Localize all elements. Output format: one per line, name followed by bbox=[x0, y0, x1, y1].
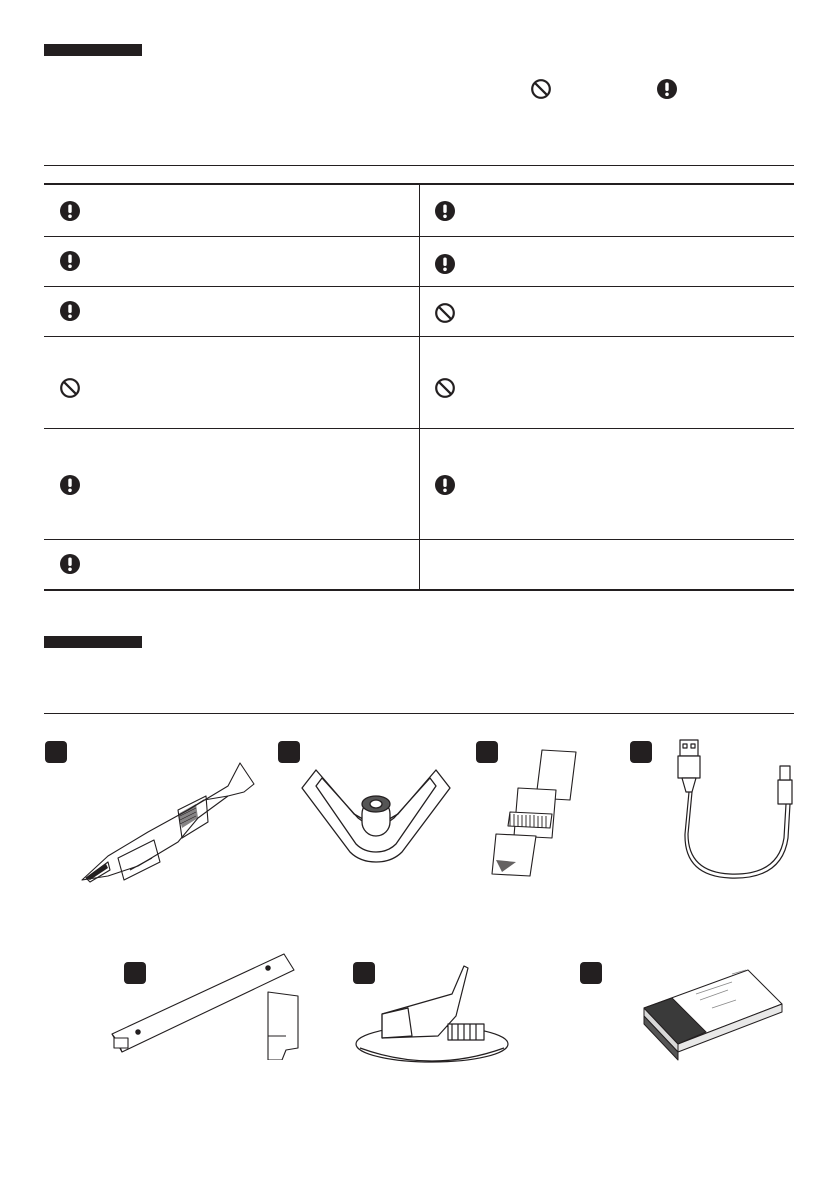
exclamation-icon bbox=[656, 78, 678, 100]
item-number-badge bbox=[580, 962, 602, 984]
section-heading-bar-contents bbox=[44, 636, 142, 648]
prohibition-icon bbox=[434, 377, 456, 399]
item-number-badge bbox=[278, 741, 300, 763]
section-heading-bar-safety bbox=[44, 44, 142, 56]
user-manual-icon bbox=[636, 968, 786, 1064]
usb-charging-cable-icon bbox=[670, 738, 802, 884]
handheld-vacuum-icon bbox=[78, 758, 256, 886]
exclamation-icon bbox=[434, 200, 456, 222]
extension-tube-icon bbox=[108, 952, 304, 1060]
item-number-badge bbox=[630, 741, 652, 763]
exclamation-icon bbox=[59, 250, 81, 272]
table-column-divider bbox=[419, 185, 420, 590]
prohibition-icon bbox=[530, 78, 552, 100]
exclamation-icon bbox=[434, 474, 456, 496]
prohibition-icon bbox=[59, 377, 81, 399]
exclamation-icon bbox=[59, 553, 81, 575]
exclamation-icon bbox=[59, 474, 81, 496]
item-number-badge bbox=[45, 741, 67, 763]
crevice-brush-tool-icon bbox=[490, 748, 582, 880]
exclamation-icon bbox=[59, 300, 81, 322]
exclamation-icon bbox=[59, 200, 81, 222]
charging-stand-icon bbox=[352, 964, 512, 1068]
exclamation-icon bbox=[434, 253, 456, 275]
prohibition-icon bbox=[434, 302, 456, 324]
table-top-rule bbox=[44, 165, 794, 166]
floor-brush-icon bbox=[298, 764, 454, 866]
contents-rule bbox=[44, 713, 794, 714]
